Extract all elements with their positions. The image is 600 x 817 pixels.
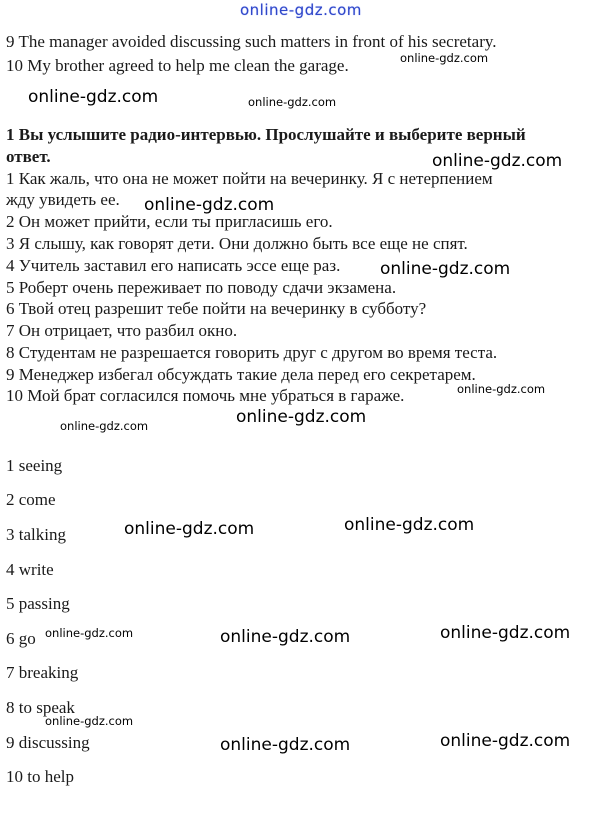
ru-sentence-10: 10 Мой брат согласился помочь мне убраться в гараже. [6,386,405,405]
ru-sentence-3: 3 Я слышу, как говорят дети. Они должно быть все еще не спят. [6,234,468,253]
english-sentence-10: 10 My brother agreed to help me clean the garage. [6,56,349,75]
answer-4: 4 write [6,560,54,579]
watermark: online-gdz.com [248,95,337,109]
answer-7: 7 breaking [6,663,79,682]
watermark: online-gdz.com [457,382,546,396]
watermark: online-gdz.com [236,407,367,427]
answer-8: 8 to speak [6,698,75,717]
ru-sentence-6: 6 Твой отец разрешит тебе пойти на вечеринку в субботу? [6,299,427,318]
ru-sentence-5: 5 Роберт очень переживает по поводу сдачи экзамена. [6,278,397,297]
watermark: online-gdz.com [144,195,275,215]
watermark: online-gdz.com [220,735,351,755]
ru-sentence-2: 2 Он может прийти, если ты пригласишь его. [6,212,333,231]
watermark: online-gdz.com [60,419,149,433]
watermark: online-gdz.com [432,151,563,171]
watermark: online-gdz.com [440,731,571,751]
watermark: online-gdz.com [45,714,134,728]
ru-sentence-9: 9 Менеджер избегал обсуждать такие дела перед его секретарем. [6,365,476,384]
ru-sentence-1-continued: жду увидеть ее. [6,190,120,209]
answer-3: 3 talking [6,525,66,544]
watermark: online-gdz.com [45,626,134,640]
answer-9: 9 discussing [6,733,90,752]
answer-6: 6 go [6,629,36,648]
english-sentence-9: 9 The manager avoided discussing such matters in front of his secretary. [6,32,497,51]
answer-10: 10 to help [6,767,74,786]
ru-sentence-7: 7 Он отрицает, что разбил окно. [6,321,238,340]
watermark: online-gdz.com [124,519,255,539]
ru-sentence-1: 1 Как жаль, что она не может пойти на вечеринку. Я с нетерпением [6,169,493,188]
ru-sentence-8: 8 Студентам не разрешается говорить друг с другом во время теста. [6,343,498,362]
task-heading-continued: ответ. [6,147,51,166]
watermark: online-gdz.com [380,259,511,279]
answer-2: 2 come [6,490,56,509]
answer-5: 5 passing [6,594,70,613]
watermark-header: online-gdz.com [240,1,362,19]
watermark: online-gdz.com [344,515,475,535]
watermark: online-gdz.com [28,87,159,107]
answer-1: 1 seeing [6,456,63,475]
task-heading: 1 Вы услышите радио-интервью. Прослушайте и выберите верный [6,125,526,144]
watermark: online-gdz.com [220,627,351,647]
watermark: online-gdz.com [400,51,489,65]
ru-sentence-4: 4 Учитель заставил его написать эссе еще раз. [6,256,341,275]
watermark: online-gdz.com [440,623,571,643]
